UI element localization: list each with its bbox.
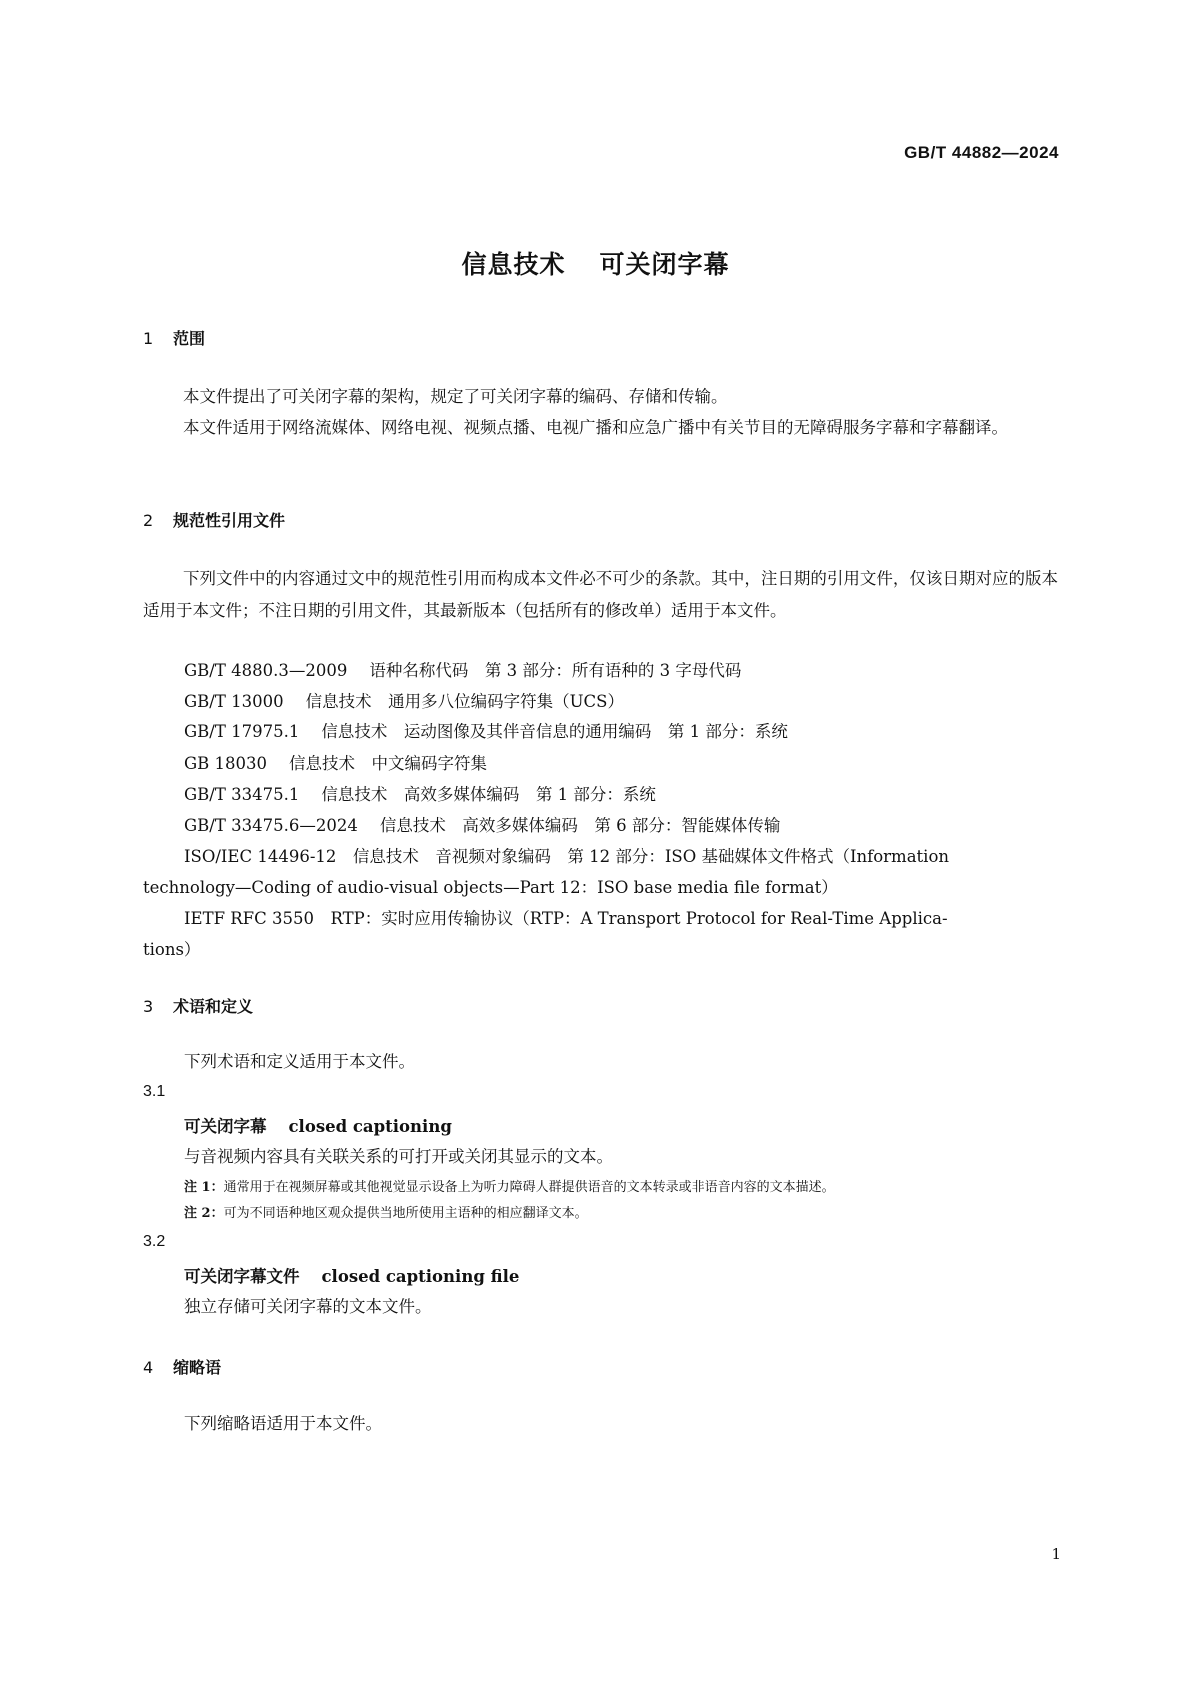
term-number: 3.1 <box>143 1083 166 1100</box>
reference-title: 信息技术 通用多八位编码字符集（UCS） <box>305 692 624 711</box>
reference-item <box>184 750 487 774</box>
reference-title: 语种名称代码 第 3 部分：所有语种的 3 字母代码 <box>369 661 742 680</box>
section-number: 4 <box>143 1358 154 1377</box>
reference-item <box>184 718 788 742</box>
scope-paragraph-1: 本文件提出了可关闭字幕的架构，规定了可关闭字幕的编码、存储和传输。 <box>183 387 728 406</box>
reference-item-rfc-line-1: IETF RFC 3550 RTP：实时应用传输协议（RTP：A Transport Protocol for Real-Time Applica- <box>184 909 948 928</box>
reference-item <box>184 812 780 836</box>
section-number: 2 <box>143 511 154 530</box>
section-4-heading <box>143 1355 221 1378</box>
section-3-heading <box>143 994 253 1017</box>
reference-item <box>184 688 624 712</box>
reference-item-rfc-line-2: tions） <box>143 940 201 959</box>
term-entry <box>184 1113 452 1137</box>
section-title: 缩略语 <box>173 1358 222 1377</box>
standard-number: GB/T 44882—2024 <box>904 143 1059 162</box>
reference-item <box>184 657 741 681</box>
reference-code: GB/T 33475.6—2024 <box>184 816 358 835</box>
term-zh: 可关闭字幕文件 <box>184 1267 300 1286</box>
reference-title: 信息技术 高效多媒体编码 第 6 部分：智能媒体传输 <box>379 816 781 835</box>
note-text: 可为不同语种地区观众提供当地所使用主语种的相应翻译文本。 <box>223 1206 588 1221</box>
section-number: 3 <box>143 997 154 1016</box>
term-en: closed captioning file <box>321 1267 520 1286</box>
reference-title: 信息技术 运动图像及其伴音信息的通用编码 第 1 部分：系统 <box>321 722 788 741</box>
section-title: 规范性引用文件 <box>173 511 286 530</box>
reference-code: GB/T 17975.1 <box>184 722 300 741</box>
title-part-2: 可关闭字幕 <box>599 250 730 279</box>
reference-item-iso-line-2: technology—Coding of audio-visual objects—Part 12：ISO base media file format） <box>143 878 838 897</box>
term-definition: 独立存储可关闭字幕的文本文件。 <box>184 1297 432 1316</box>
reference-code: GB 18030 <box>184 754 268 773</box>
term-number: 3.2 <box>143 1233 166 1250</box>
reference-item-iso-line-1: ISO/IEC 14496-12 信息技术 音视频对象编码 第 12 部分：ISO 基础媒体文件格式（Information <box>184 847 950 866</box>
reference-code: GB/T 33475.1 <box>184 785 300 804</box>
note-label: 注 1： <box>184 1180 224 1195</box>
document-title <box>0 245 1191 281</box>
section-2-heading <box>143 508 285 531</box>
section-title: 范围 <box>173 329 206 348</box>
title-part-1: 信息技术 <box>461 250 566 279</box>
note-label: 注 2： <box>184 1206 224 1221</box>
note-text: 通常用于在视频屏幕或其他视觉显示设备上为听力障碍人群提供语音的文本转录或非语音内容的文本描述。 <box>223 1180 835 1195</box>
term-note <box>184 1176 835 1195</box>
terms-intro: 下列术语和定义适用于本文件。 <box>184 1052 415 1071</box>
section-number: 1 <box>143 329 154 348</box>
reference-title: 信息技术 高效多媒体编码 第 1 部分：系统 <box>321 785 656 804</box>
normative-intro: 下列文件中的内容通过文中的规范性引用而构成本文件必不可少的条款。其中，注日期的引用文件，仅该日期对应的版本适用于本文件；不注日期的引用文件，其最新版本（包括所有的修改单）适用于本文件。 <box>143 569 1058 620</box>
reference-title: 信息技术 中文编码字符集 <box>289 754 488 773</box>
reference-code: GB/T 13000 <box>184 692 284 711</box>
reference-item <box>184 781 656 805</box>
section-1-heading <box>143 326 205 349</box>
term-definition: 与音视频内容具有关联关系的可打开或关闭其显示的文本。 <box>184 1147 613 1166</box>
scope-paragraph-2: 本文件适用于网络流媒体、网络电视、视频点播、电视广播和应急广播中有关节目的无障碍服务字幕和字幕翻译。 <box>183 418 1008 437</box>
term-note <box>184 1202 588 1221</box>
section-title: 术语和定义 <box>173 997 254 1016</box>
term-entry <box>184 1263 519 1287</box>
reference-code: GB/T 4880.3—2009 <box>184 661 348 680</box>
term-en: closed captioning <box>288 1117 452 1136</box>
page-number: 1 <box>1051 1545 1061 1563</box>
abbreviations-intro: 下列缩略语适用于本文件。 <box>184 1414 382 1433</box>
term-zh: 可关闭字幕 <box>184 1117 267 1136</box>
